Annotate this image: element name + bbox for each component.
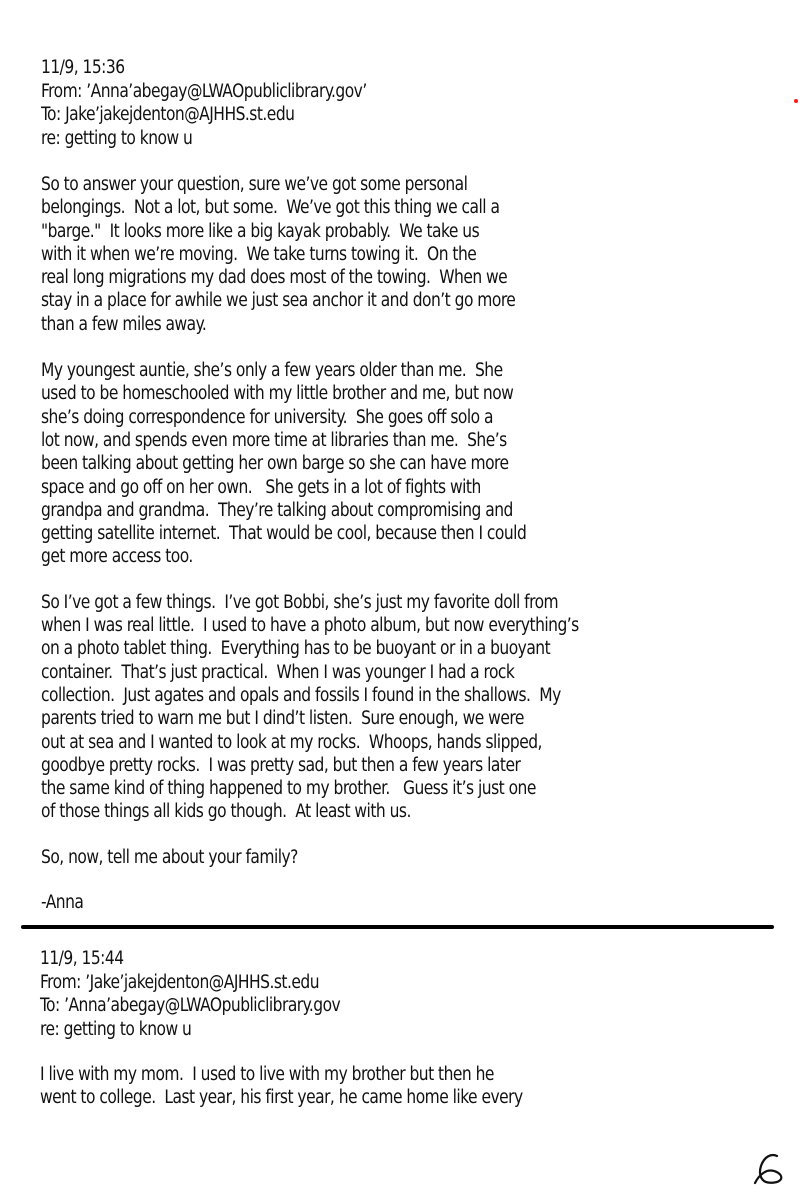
text-line: goodbye pretty rocks. I was pretty sad, but then a few years later — [41, 754, 521, 776]
email-message-anna — [41, 56, 619, 914]
email-subject: re: getting to know u — [40, 1018, 192, 1040]
text-line: "barge." It looks more like a big kayak probably. We take us — [41, 220, 480, 242]
text-line: used to be homeschooled with my little brother and me, but now — [41, 383, 514, 405]
page-number-handwritten — [752, 1150, 786, 1190]
text-line: went to college. Last year, his first year, he came home like every — [40, 1087, 523, 1109]
email-timestamp: 11/9, 15:44 — [40, 948, 124, 969]
text-line: of those things all kids go though. At least with us. — [41, 801, 411, 823]
text-line: parents tried to warn me but I dind’t listen. Sure enough, we were — [41, 708, 524, 730]
text-line: getting satellite internet. That would be cool, because then I could — [41, 523, 527, 545]
text-line: So, now, tell me about your family? — [41, 846, 298, 868]
email-subject: re: getting to know u — [41, 127, 193, 149]
text-line: the same kind of thing happened to my brother. Guess it’s just one — [41, 778, 536, 800]
text-line: lot now, and spends even more time at libraries than me. She’s — [41, 429, 507, 451]
text-line: with it when we’re moving. We take turns towing it. On the — [41, 243, 477, 265]
text-line: grandpa and grandma. They’re talking about compromising and — [41, 499, 513, 521]
text-line: on a photo tablet thing. Everything has to be buoyant or in a buoyant — [41, 638, 551, 660]
signature-text: -Anna — [41, 892, 84, 914]
text-line: when I was real little. I used to have a photo album, but now everything’s — [41, 615, 579, 637]
email-to: To: ’Anna’abegay@LWAOpubliclibrary.gov — [40, 995, 341, 1016]
text-line: belongings. Not a lot, but some. We’ve got this thing we call a — [41, 197, 500, 219]
email-from: From: ’Anna’abegay@LWAOpubliclibrary.gov’ — [41, 80, 367, 102]
text-line: I live with my mom. I used to live with my brother but then he — [40, 1064, 494, 1085]
email-paragraph-belongings — [41, 591, 619, 824]
email-message-jake — [40, 947, 559, 1110]
email-to: To: Jake’jakejdenton@AJHHS.st.edu — [41, 104, 295, 125]
text-line: out at sea and I wanted to look at my rocks. Whoops, hands slipped, — [41, 731, 542, 753]
text-line: collection. Just agates and opals and fossils I found in the shallows. My — [41, 684, 561, 706]
email-signature — [41, 891, 619, 914]
text-line: space and go off on her own. She gets in a lot of fights with — [41, 476, 481, 498]
text-line: My youngest auntie, she’s only a few years older than me. She — [41, 360, 503, 382]
email-from: From: ’Jake’jakejdenton@AJHHS.st.edu — [40, 971, 320, 993]
email-timestamp: 11/9, 15:36 — [41, 57, 125, 78]
text-line: container. That’s just practical. When I was younger I had a rock — [41, 661, 515, 683]
text-line: been talking about getting her own barge so she can have more — [41, 453, 509, 475]
red-marker-dot — [794, 99, 798, 103]
text-line: stay in a place for awhile we just sea anchor it and don’t go more — [41, 290, 516, 312]
email-paragraph-auntie — [41, 359, 619, 569]
email-header — [41, 56, 619, 150]
text-line: So to answer your question, sure we’ve got some personal — [41, 174, 468, 195]
email-paragraph-family — [40, 1063, 559, 1110]
message-divider — [21, 925, 774, 929]
text-line: real long migrations my dad does most of the towing. When we — [41, 267, 508, 289]
text-line: So I’ve got a few things. I’ve got Bobbi, she’s just my favorite doll from — [41, 591, 559, 613]
email-paragraph-barge — [41, 173, 619, 336]
email-paragraph-question — [41, 846, 619, 869]
email-header — [40, 947, 559, 1041]
text-line: get more access too. — [41, 546, 193, 568]
text-line: she’s doing correspondence for university. She goes off solo a — [41, 406, 493, 428]
text-line: than a few miles away. — [41, 313, 207, 335]
